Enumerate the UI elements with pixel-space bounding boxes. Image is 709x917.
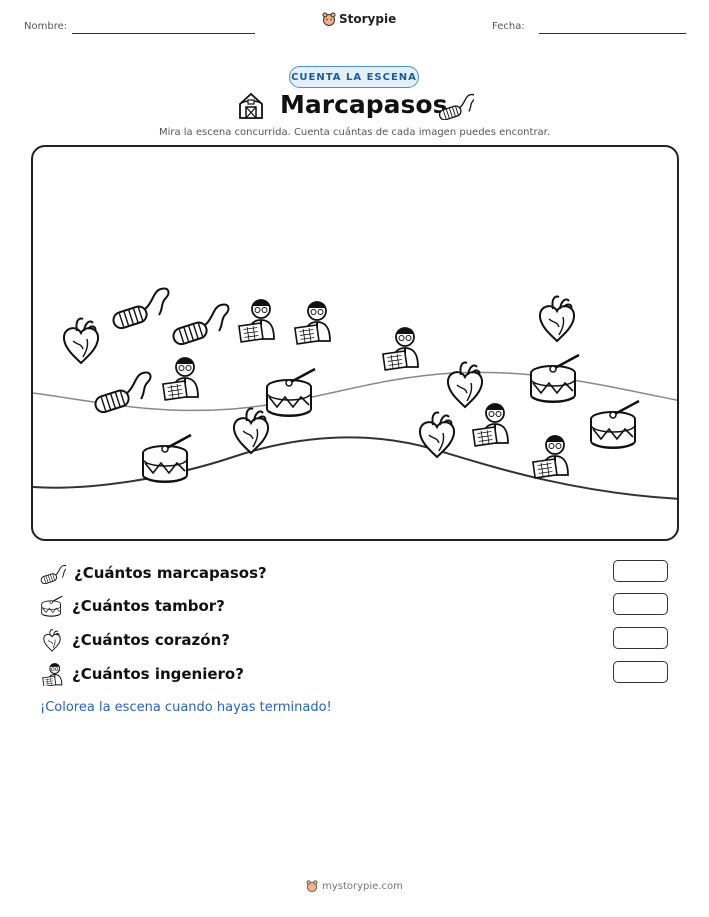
question-text: ¿Cuántos ingeniero?	[72, 665, 244, 683]
barn-icon	[238, 92, 264, 120]
pacemaker-item	[171, 305, 228, 347]
site-footer	[0, 880, 709, 892]
heart-item	[540, 297, 574, 342]
answer-box-drum[interactable]	[613, 593, 668, 615]
pacemaker-item	[111, 289, 168, 331]
question-drum	[40, 593, 225, 619]
engineer-icon	[40, 662, 64, 686]
brand-name: Storypie	[339, 12, 397, 26]
question-text: ¿Cuántos corazón?	[72, 631, 230, 649]
heart-icon	[40, 628, 64, 652]
brand-logo	[322, 12, 396, 26]
instructions: Mira la escena concurrida. Cuenta cuántas de cada imagen puedes encontrar.	[158, 127, 551, 138]
engineer-item	[473, 404, 508, 446]
question-text: ¿Cuántos tambor?	[72, 597, 225, 615]
activity-badge: CUENTA LA ESCENA	[289, 66, 419, 88]
heart-item	[448, 363, 482, 408]
engineer-item	[295, 302, 330, 344]
question-engineer	[40, 661, 244, 687]
page-title: Marcapasos	[280, 90, 448, 119]
drum-item	[531, 355, 579, 402]
drum-item	[143, 435, 191, 482]
heart-item	[64, 319, 98, 364]
question-text: ¿Cuántos marcapasos?	[74, 564, 267, 582]
engineer-item	[163, 358, 198, 400]
heart-item	[234, 409, 268, 454]
answer-box-pacemaker[interactable]	[613, 560, 668, 582]
question-heart	[40, 627, 230, 653]
site-url[interactable]: mystorypie.com	[322, 880, 403, 892]
drum-item	[267, 369, 315, 416]
drum-item	[591, 401, 639, 448]
date-label: Fecha:	[492, 21, 525, 32]
coloring-note: ¡Colorea la escena cuando hayas terminado!	[40, 700, 332, 715]
date-field[interactable]	[539, 33, 686, 34]
name-label: Nombre:	[24, 21, 68, 32]
storypie-logo-icon	[306, 880, 318, 892]
engineer-item	[533, 436, 568, 478]
engineer-item	[239, 300, 274, 342]
name-field[interactable]	[72, 33, 255, 34]
answer-box-engineer[interactable]	[613, 661, 668, 683]
counting-scene	[31, 145, 679, 541]
pacemaker-title-icon	[438, 90, 474, 120]
engineer-item	[383, 328, 418, 370]
heart-item	[420, 413, 454, 458]
pacemaker-icon	[40, 562, 66, 584]
drum-icon	[40, 594, 64, 618]
answer-box-heart[interactable]	[613, 627, 668, 649]
question-pacemaker	[40, 560, 267, 586]
scene-illustration	[33, 147, 679, 541]
storypie-logo-icon	[322, 12, 336, 26]
